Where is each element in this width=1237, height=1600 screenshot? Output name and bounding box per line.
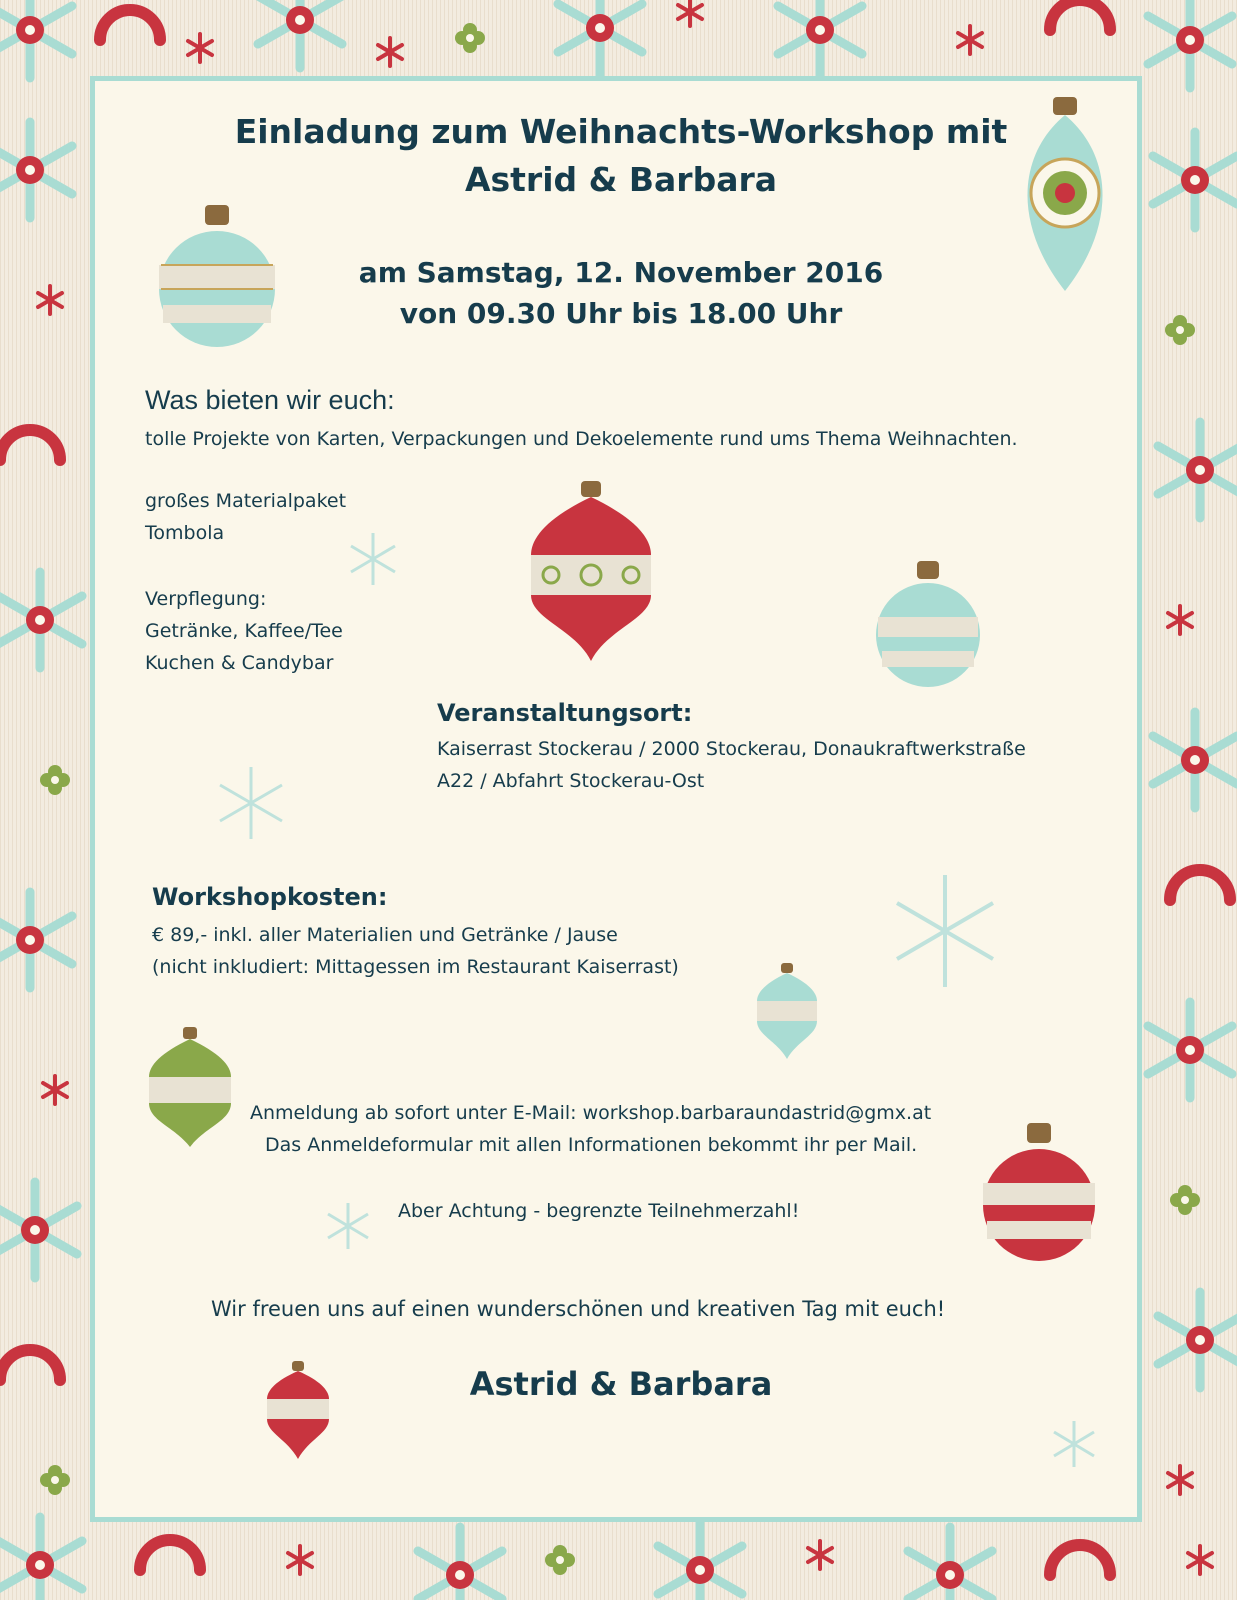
green-lantern-ornament — [147, 1025, 233, 1149]
venue-line-1: Kaiserrast Stockerau / 2000 Stockerau, Donaukraftwerkstraße — [437, 738, 1026, 760]
date-line-1: am Samstag, 12. November 2016 — [358, 256, 884, 289]
offer-heading: Was bieten wir euch: — [145, 385, 395, 415]
title-line-2: Astrid & Barbara — [464, 160, 778, 199]
venue-line-2: A22 / Abfahrt Stockerau-Ost — [437, 770, 705, 792]
red-drop-ornament-small — [263, 1359, 333, 1461]
red-lantern-ornament — [527, 479, 655, 663]
mint-bauble-ornament — [155, 201, 279, 351]
costs-line-2: (nicht inkludiert: Mittagessen im Restaurant Kaiserrast) — [152, 956, 679, 978]
offer-intro: tolle Projekte von Karten, Verpackungen und Dekoelemente rund ums Thema Weihnachten. — [145, 428, 1018, 450]
title-line-1: Einladung zum Weihnachts-Workshop mit — [234, 112, 1008, 151]
red-striped-bauble-ornament — [979, 1121, 1099, 1265]
date-line-2: von 09.30 Uhr bis 18.00 Uhr — [399, 297, 843, 330]
venue-heading: Veranstaltungsort: — [437, 699, 693, 727]
catering-heading: Verpflegung: — [145, 588, 267, 610]
catering-item: Getränke, Kaffee/Tee — [145, 620, 343, 642]
registration-email-line: Anmeldung ab sofort unter E-Mail: workshop.barbaraundastrid@gmx.at — [250, 1102, 932, 1124]
offer-item: großes Materialpaket — [145, 490, 347, 512]
registration-form-line: Das Anmeldeformular mit allen Informationen bekommt ihr per Mail. — [265, 1134, 918, 1156]
offer-item: Tombola — [145, 522, 225, 544]
costs-heading: Workshopkosten: — [152, 883, 388, 911]
snowflake-icon — [213, 765, 289, 841]
snowflake-icon — [1049, 1419, 1099, 1469]
costs-line-1: € 89,- inkl. aller Materialien und Getränke / Jause — [152, 924, 618, 946]
snowflake-icon — [887, 873, 1003, 989]
snowflake-icon — [345, 531, 401, 587]
invitation-card — [90, 76, 1142, 1522]
catering-item: Kuchen & Candybar — [145, 652, 334, 674]
limited-seats-warning: Aber Achtung - begrenzte Teilnehmerzahl! — [398, 1200, 800, 1222]
snowflake-icon — [323, 1201, 373, 1251]
mint-drop-ornament-small — [753, 961, 821, 1061]
mint-bauble-small-ornament — [873, 559, 983, 691]
signature: Astrid & Barbara — [469, 1365, 773, 1403]
closing-line: Wir freuen uns auf einen wunderschönen und kreativen Tag mit euch! — [211, 1297, 946, 1321]
drop-ornament-top-right — [1013, 95, 1117, 295]
